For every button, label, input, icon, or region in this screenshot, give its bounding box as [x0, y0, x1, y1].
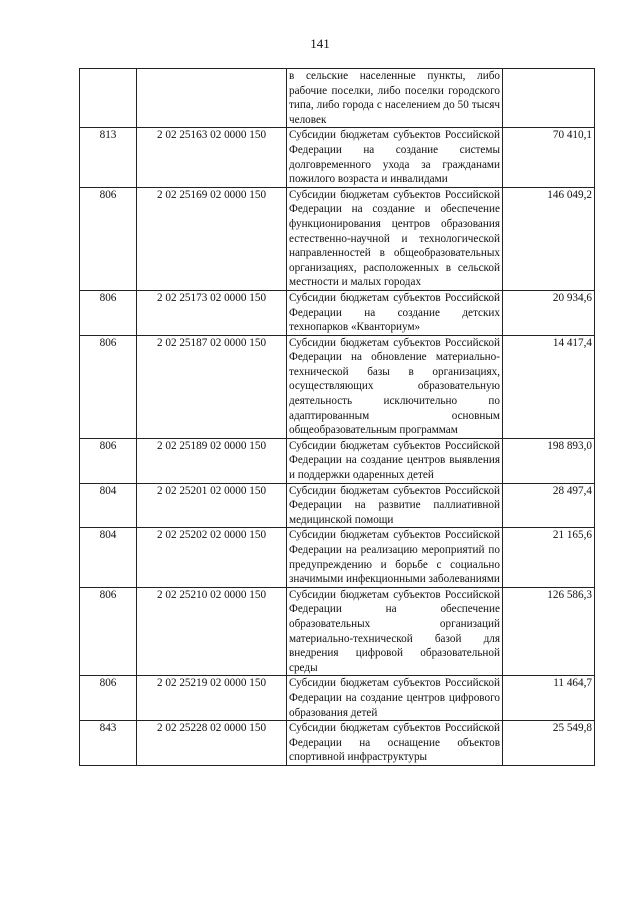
income-code-cell: 2 02 25173 02 0000 150: [137, 290, 287, 335]
amount-cell: 20 934,6: [503, 290, 595, 335]
table-body: [80, 69, 595, 766]
amount-cell: 198 893,0: [503, 438, 595, 483]
income-code-cell: 2 02 25219 02 0000 150: [137, 676, 287, 721]
table-row: [80, 438, 595, 483]
amount-cell: [503, 69, 595, 128]
table-row: [80, 69, 595, 128]
amount-cell: 146 049,2: [503, 187, 595, 290]
income-name-cell: Субсидии бюджетам субъектов Российской Федерации на создание центров цифрового образования детей: [287, 676, 503, 721]
income-name-cell: в сельские населенные пункты, либо рабочие поселки, либо поселки городского типа, либо города с населением до 50 тысяч человек: [287, 69, 503, 128]
table-row: [80, 721, 595, 766]
admin-code-cell: [80, 69, 137, 128]
income-code-cell: 2 02 25169 02 0000 150: [137, 187, 287, 290]
admin-code-cell: 806: [80, 335, 137, 438]
amount-cell: 28 497,4: [503, 483, 595, 528]
income-code-cell: 2 02 25189 02 0000 150: [137, 438, 287, 483]
income-code-cell: [137, 69, 287, 128]
income-code-cell: 2 02 25163 02 0000 150: [137, 128, 287, 187]
income-code-cell: 2 02 25210 02 0000 150: [137, 587, 287, 676]
admin-code-cell: 806: [80, 676, 137, 721]
amount-cell: 14 417,4: [503, 335, 595, 438]
admin-code-cell: 806: [80, 187, 137, 290]
income-code-cell: 2 02 25187 02 0000 150: [137, 335, 287, 438]
table-row: [80, 483, 595, 528]
admin-code-cell: 806: [80, 587, 137, 676]
admin-code-cell: 806: [80, 438, 137, 483]
admin-code-cell: 843: [80, 721, 137, 766]
admin-code-cell: 804: [80, 528, 137, 587]
income-name-cell: Субсидии бюджетам субъектов Российской Федерации на реализацию мероприятий по предупреждению и борьбе с социально значимыми инфекционными заболеваниями: [287, 528, 503, 587]
income-name-cell: Субсидии бюджетам субъектов Российской Федерации на оснащение объектов спортивной инфраструктуры: [287, 721, 503, 766]
income-name-cell: Субсидии бюджетам субъектов Российской Федерации на обновление материально-технической базы в организациях, осуществляющих образовательную деятельность исключительно по адаптированным основным общеобразовательным программам: [287, 335, 503, 438]
income-name-cell: Субсидии бюджетам субъектов Российской Федерации на создание детских технопарков «Кванториум»: [287, 290, 503, 335]
income-name-cell: Субсидии бюджетам субъектов Российской Федерации на создание системы долговременного ухода за гражданами пожилого возраста и инвалидами: [287, 128, 503, 187]
admin-code-cell: 806: [80, 290, 137, 335]
page-number: 141: [310, 36, 330, 51]
admin-code-cell: 813: [80, 128, 137, 187]
table-row: [80, 528, 595, 587]
amount-cell: 21 165,6: [503, 528, 595, 587]
table-row: [80, 187, 595, 290]
table-row: [80, 676, 595, 721]
table-row: [80, 335, 595, 438]
income-name-cell: Субсидии бюджетам субъектов Российской Федерации на обеспечение образовательных организаций материально-технической базой для внедрения цифровой образовательной среды: [287, 587, 503, 676]
admin-code-cell: 804: [80, 483, 137, 528]
income-code-cell: 2 02 25228 02 0000 150: [137, 721, 287, 766]
amount-cell: 11 464,7: [503, 676, 595, 721]
table-row: [80, 587, 595, 676]
income-code-cell: 2 02 25201 02 0000 150: [137, 483, 287, 528]
amount-cell: 25 549,8: [503, 721, 595, 766]
budget-table: [79, 68, 595, 766]
amount-cell: 70 410,1: [503, 128, 595, 187]
income-code-cell: 2 02 25202 02 0000 150: [137, 528, 287, 587]
income-name-cell: Субсидии бюджетам субъектов Российской Федерации на создание и обеспечение функционирования центров образования естественно-научной и технологической направленностей в общеобразовательных организациях, расположенных в сельской местности и малых городах: [287, 187, 503, 290]
income-name-cell: Субсидии бюджетам субъектов Российской Федерации на создание центров выявления и поддержки одаренных детей: [287, 438, 503, 483]
table-row: [80, 290, 595, 335]
table-row: [80, 128, 595, 187]
amount-cell: 126 586,3: [503, 587, 595, 676]
income-name-cell: Субсидии бюджетам субъектов Российской Федерации на развитие паллиативной медицинской помощи: [287, 483, 503, 528]
